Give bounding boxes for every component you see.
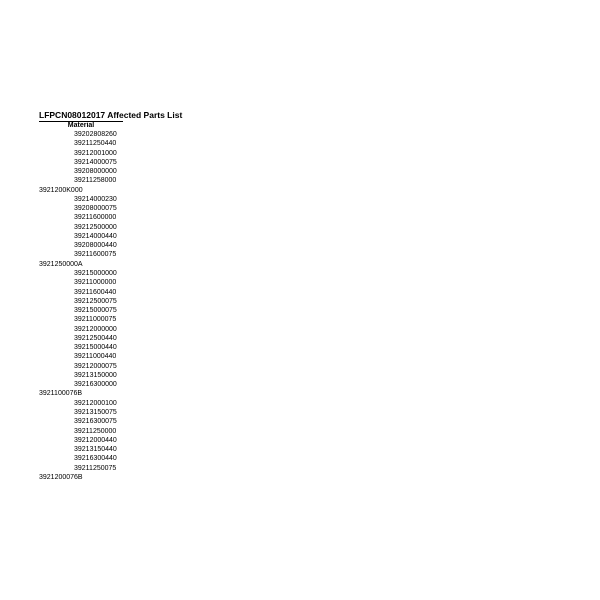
part-number: 39211250000 (74, 427, 117, 435)
document-title: LFPCN08012017 Affected Parts List (39, 110, 183, 120)
part-number: 39211250075 (74, 464, 117, 472)
part-number: 39216300075 (74, 418, 117, 426)
parent-part-number: 3921200K000 (39, 186, 83, 194)
parent-part-number: 3921200076B (39, 473, 83, 481)
part-number: 39211000440 (74, 353, 117, 361)
part-number: 39214000440 (74, 232, 117, 240)
document (39, 110, 239, 482)
part-number: 39215000000 (74, 269, 117, 277)
part-number: 39211600075 (74, 251, 117, 259)
part-number: 39212000075 (74, 362, 117, 370)
part-number: 39211600440 (74, 288, 117, 296)
part-number: 39216300440 (74, 455, 117, 463)
part-number: 39214000075 (74, 158, 117, 166)
part-number: 39208000440 (74, 242, 117, 250)
part-number: 39208000000 (74, 168, 117, 176)
part-number: 39212000100 (74, 399, 117, 407)
column-header-material: Material (39, 121, 123, 130)
parts-list (39, 130, 239, 482)
part-number: 39212500000 (74, 223, 117, 231)
part-number: 39212500440 (74, 334, 117, 342)
part-number: 39211000000 (74, 279, 117, 287)
part-number: 39213150075 (74, 408, 117, 416)
part-number: 39211000075 (74, 316, 117, 324)
part-number: 39212000440 (74, 436, 117, 444)
part-number: 39213150440 (74, 446, 117, 454)
part-number: 39213150000 (74, 371, 117, 379)
part-number: 39215000075 (74, 307, 117, 315)
part-number: 39214000230 (74, 195, 117, 203)
part-number: 39211258000 (74, 177, 117, 185)
part-number: 39211600000 (74, 214, 117, 222)
part-number: 39211250440 (74, 140, 117, 148)
part-number: 39202808260 (74, 131, 117, 138)
part-number: 39212001000 (74, 149, 117, 157)
part-number: 39208000075 (74, 205, 117, 213)
parent-part-number: 3921250000A (39, 260, 83, 268)
part-number: 39216300000 (74, 381, 117, 389)
parent-part-number: 3921100076B (39, 390, 83, 398)
part-number: 39215000440 (74, 344, 117, 352)
part-number: 39212500075 (74, 297, 117, 305)
part-number: 39212000000 (74, 325, 117, 333)
